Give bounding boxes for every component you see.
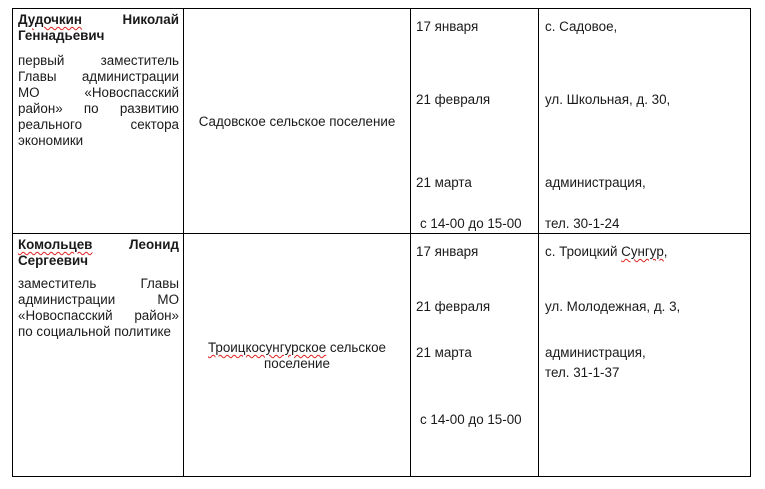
official-name [18, 12, 179, 44]
official-surname: Дудочкин [18, 12, 82, 27]
official-patronymic: Геннадьевич [18, 28, 105, 43]
visit-date: 17 января [416, 244, 479, 259]
table-border-top [12, 8, 751, 9]
column-divider [410, 8, 411, 477]
official-role: первый заместитель Главы администрации МО «Новоспасский район» по развитию реального сектора экономики [18, 53, 179, 148]
column-divider [538, 8, 539, 477]
phone-line: тел. 31-1-37 [545, 365, 620, 380]
table-border-left [12, 8, 13, 477]
visit-time: с 14-00 до 15-00 [420, 216, 522, 231]
visit-date: 17 января [416, 19, 479, 34]
settlement-name: Троицкосунгурское сельское поселение [207, 340, 386, 371]
settlement-name: Садовское сельское поселение [198, 114, 396, 129]
official-first-name: Леонид [129, 237, 179, 252]
official-surname: Комольцев [18, 237, 93, 252]
official-role: заместитель Главы администрации МО «Новоспасский район» по социальной политике [18, 276, 179, 339]
address-line: с. Садовое, [545, 19, 618, 34]
visit-time: с 14-00 до 15-00 [420, 412, 522, 427]
address-line: администрация, [545, 175, 646, 190]
visit-date: 21 февраля [416, 92, 491, 107]
address-line: ул. Молодежная, д. 3, [545, 299, 681, 314]
row-divider [12, 233, 751, 234]
visit-date: 21 февраля [416, 299, 491, 314]
column-divider [183, 8, 184, 477]
official-name [18, 237, 179, 269]
visit-date: 21 марта [416, 175, 472, 190]
table-border-bottom [12, 476, 751, 477]
address-line: ул. Школьная, д. 30, [545, 92, 671, 107]
official-patronymic: Сергеевич [18, 253, 89, 268]
phone-line: тел. 30-1-24 [545, 216, 620, 231]
table-border-right [750, 8, 751, 477]
address-line: с. Троицкий Сунгур, [545, 244, 668, 259]
address-line: администрация, [545, 345, 646, 360]
visit-date: 21 марта [416, 345, 472, 360]
official-first-name: Николай [122, 12, 179, 27]
